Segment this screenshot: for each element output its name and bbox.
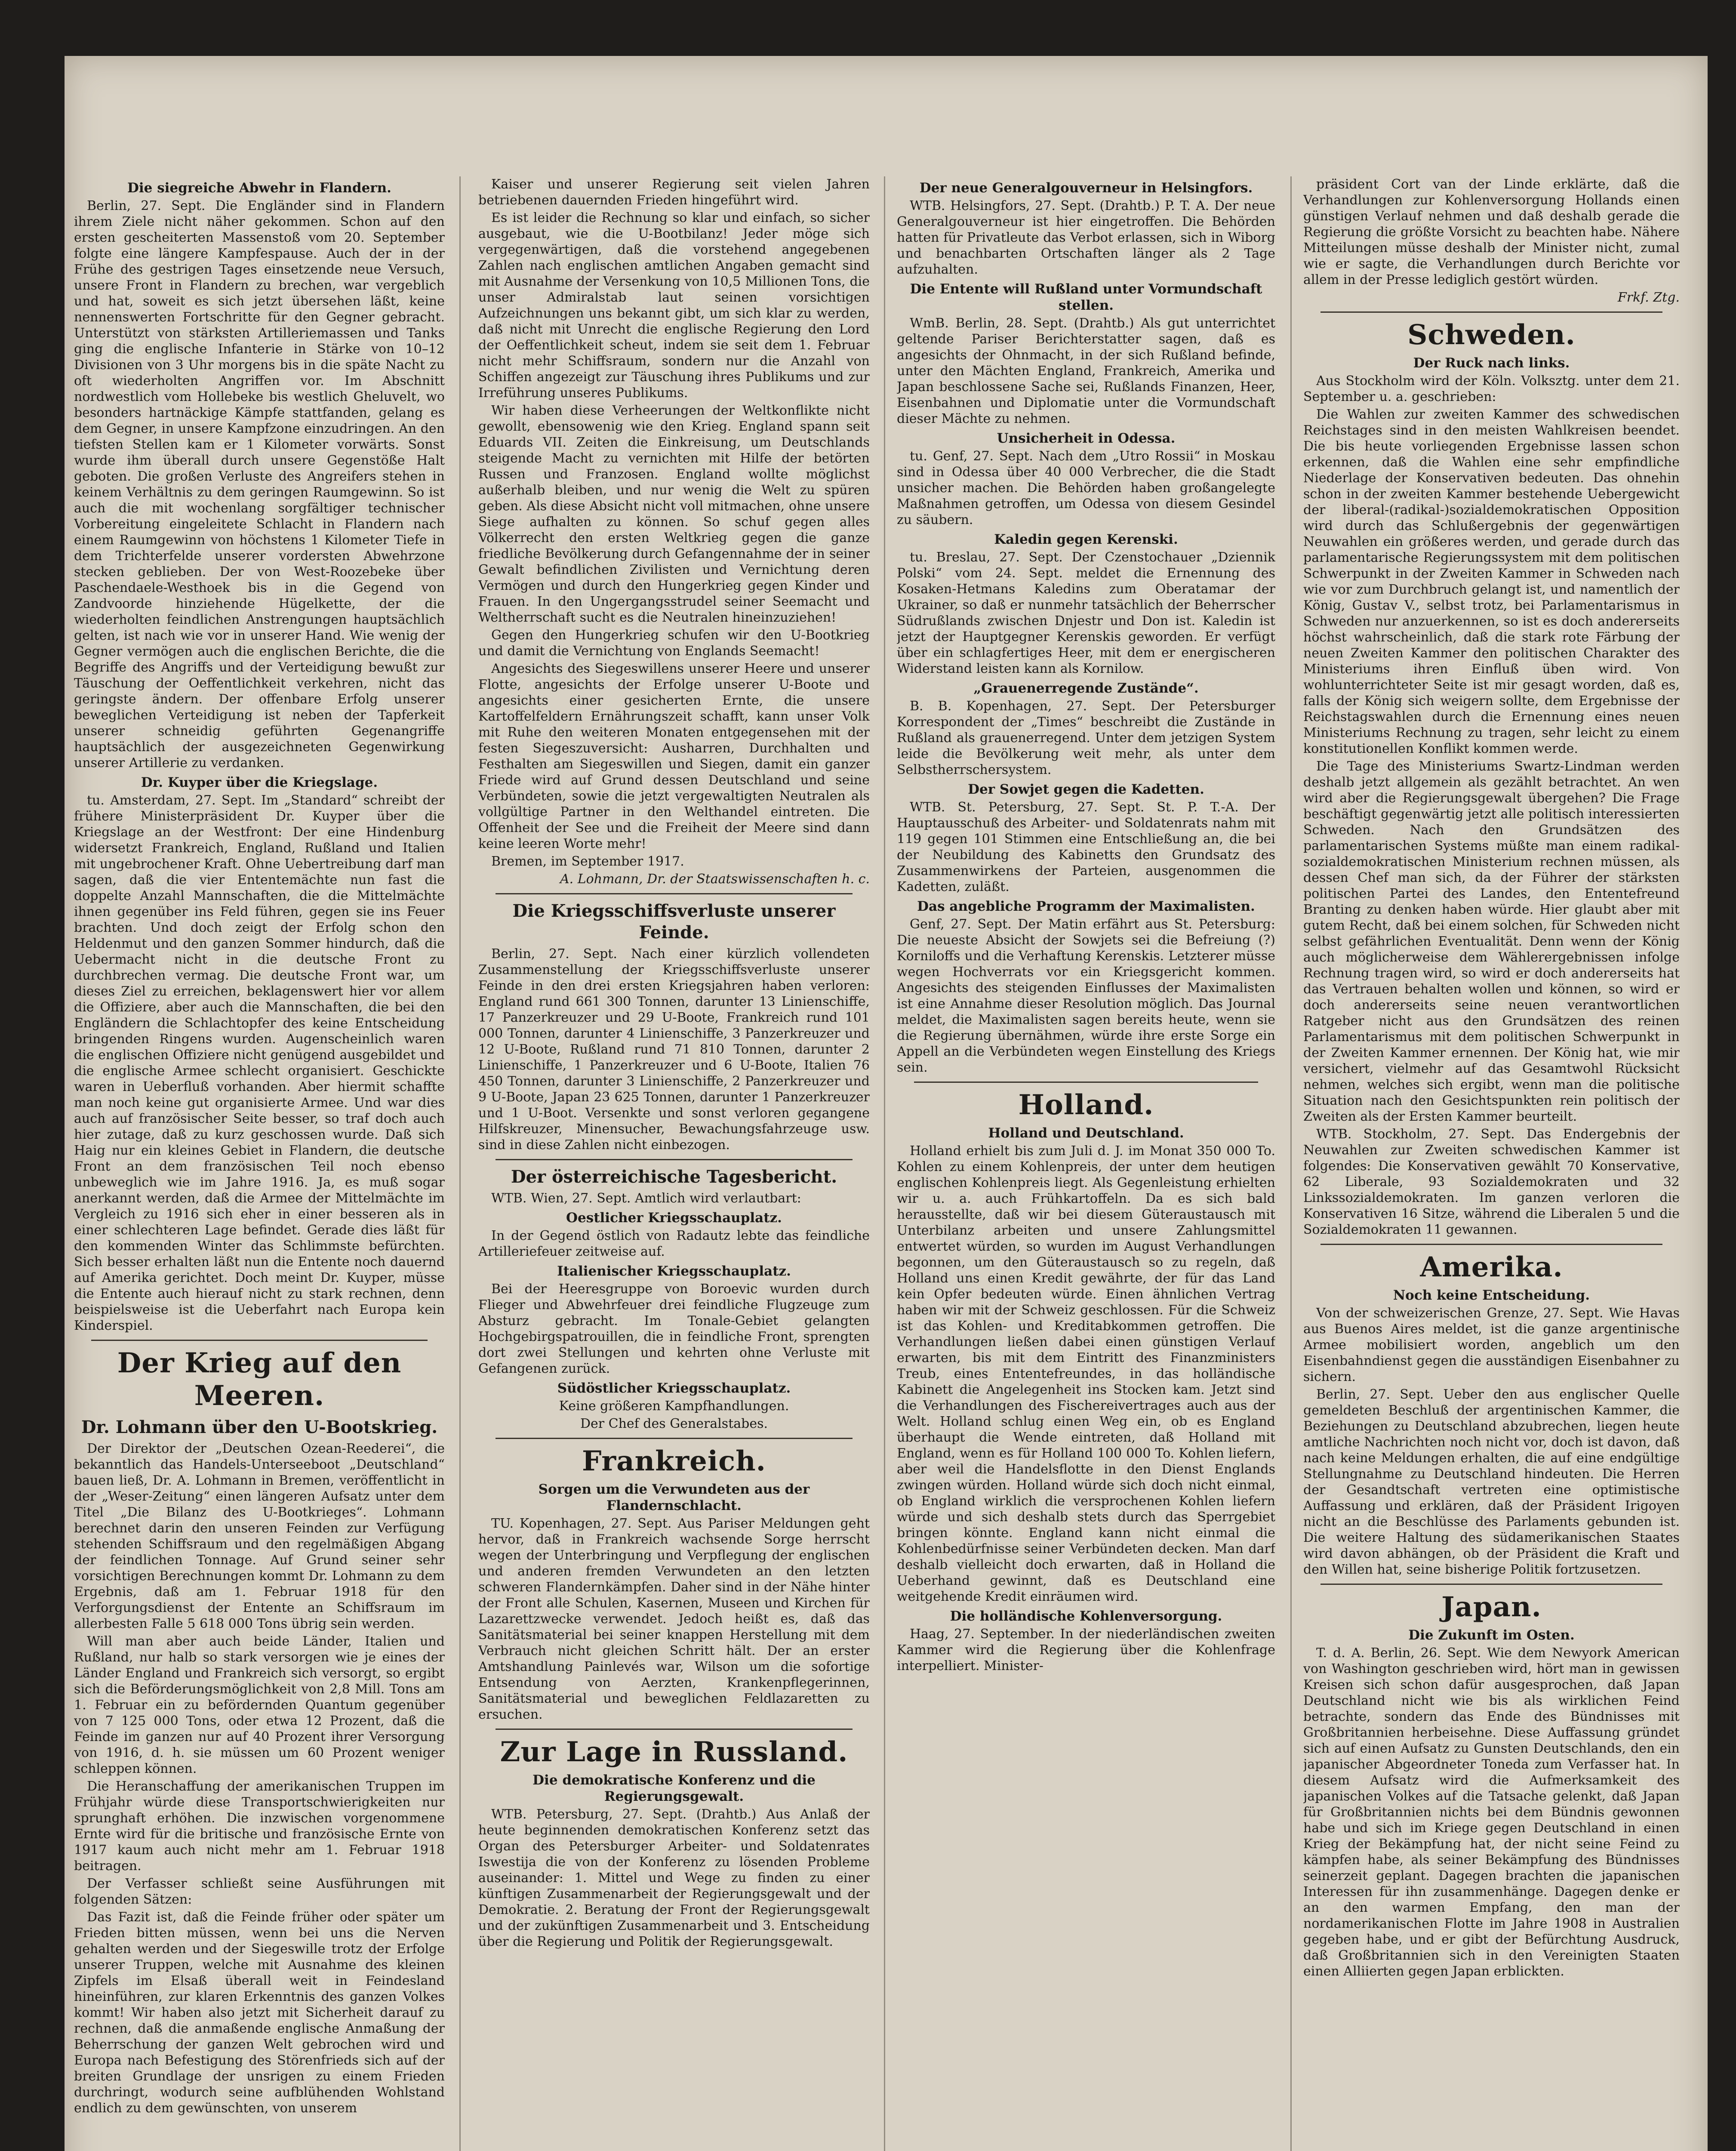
section-headline: Zur Lage in Russland. [500,1736,848,1768]
paragraph: WTB. Stockholm, 27. Sept. Das Endergebnis der Neuwahlen zur Zweiten schwedischen Kammer ist folgendes: Die Konservativen gewählt 70 Konservative, 62 Liberale, 93 Sozialdemokraten und 32 Linkssozialdemokraten. Im ganzen verloren die Konservativen 16 Sitze, während die Liberalen 5 und die Sozialdemokraten 11 gewannen. [1303,1127,1680,1237]
paragraph: Von der schweizerischen Grenze, 27. Sept. Wie Havas aus Buenos Aires meldet, ist die ganze argentinische Armee mobilisiert worden, angeblich um den Eisenbahndienst gegen die ausständigen Eisenbahner zu sichern. [1303,1306,1680,1384]
section-divider [496,893,853,894]
section-divider [496,1159,853,1160]
paragraph: Holland erhielt bis zum Juli d. J. im Monat 350 000 To. Kohlen zu einem Kohlenpreis, der unter dem heutigen englischen Kohlenpreis liegt. Als Gegenleistung erhielten wir u. a. auch Frühkartoffeln. Da es sich bald herausstellte, daß wir bei diesem Güteraustausch mit Unterbilanz arbeiten und unsere Zahlungsmittel entwertet würden, so wurden im August Verhandlungen begonnen, um den Güteraustausch so zu regeln, daß Holland uns einen Kredit gewährte, der für das Land kein Opfer bedeuten würde. Einen ähnlichen Vertrag haben wir mit der Schweiz geschlossen. Für die Schweiz ist das Kohlen- und Kreditabkommen getroffen. Die Verhandlungen ließen dabei einen günstigen Verlauf erwarten, bis mit dem Eintritt des Finanzministers Treub, eines Ententefreundes, in das holländische Kabinett die Angelegenheit ins Stocken kam. Jetzt sind die Verhandlungen des Fischereivertrages auch aus der Welt. Holland schlug einen Weg ein, ob es England überhaupt die Wende eintreten, daß Holland mit England, wenn es für Holland 100 000 To. Kohlen liefern, aber weil die Handelsflotte in den Dienst Englands zwingen würden. Holland würde sich doch nicht einmal, ob England wirklich die versprochenen Kohlen liefern würde und sich deshalb stets durch das Sperrgebiet bringen könnte. England kann nicht einmal die Kohlenbedürfnisse seiner Verbündeten decken. Man darf deshalb vielleicht doch erwarten, daß in Holland die Ueberhand gewinnt, daß es Deutschland eine weitgehende Kredit einräumen wird. [897,1143,1275,1604]
paragraph: Bremen, im September 1917. [491,854,684,869]
paragraph: Keine größeren Kampfhandlungen. [559,1399,789,1414]
subheadline: Noch keine Entscheidung. [1393,1288,1590,1303]
newspaper-page [65,56,1708,2151]
subheadline: Sorgen um die Verwundeten aus der Flandernschlacht. [538,1482,810,1513]
section-divider [496,1729,853,1730]
paragraph: WmB. Berlin, 28. Sept. (Drahtb.) Als gut unterrichtet geltende Pariser Berichterstatter sagen, daß es angesichts der Ohnmacht, in der sich Rußland befinde, unter den Mächten England, Frankreich, Amerika und Japan beschlossene Sache sei, Rußlands Finanzen, Heer, Eisenbahnen und Diplomatie unter die Vormundschaft dieser Mächte zu nehmen. [897,316,1275,426]
headline: Dr. Lohmann über den U-Bootskrieg. [81,1417,438,1437]
headline: Kaledin gegen Kerenski. [994,532,1178,547]
headline: Unsicherheit in Odessa. [997,431,1176,446]
section-headline: Amerika. [1420,1251,1563,1283]
section-divider [1320,311,1662,313]
section-headline: Holland. [1018,1089,1154,1121]
paragraph: Berlin, 27. Sept. Nach einer kürzlich vollendeten Zusammenstellung der Kriegsschiffsverluste unserer Feinde in den drei ersten Kriegsjahren haben verloren: England rund 661 300 Tonnen, darunter 13 Linienschiffe, 17 Panzerkreuzer und 29 U-Boote, Frankreich rund 101 000 Tonnen, darunter 4 Linienschiffe, 3 Panzerkreuzer und 12 U-Boote, Rußland rund 71 810 Tonnen, darunter 2 Linienschiffe, 1 Panzerkreuzer und 6 U-Boote, Italien 76 450 Tonnen, darunter 3 Linienschiffe, 2 Panzerkreuzer und 9 U-Boote, Japan 23 625 Tonnen, darunter 1 Panzerkreuzer und 1 U-Boot. Versenkte und sonst verloren gegangene Hilfskreuzer, Minensucher, Bewachungsfahrzeuge usw. sind in diese Zahlen nicht einbezogen. [478,946,870,1153]
column-rule [884,176,885,2151]
section-headline: Schweden. [1407,319,1576,351]
section-headline: Frankreich. [582,1445,766,1477]
column-rule [1290,176,1292,2151]
column-rule [459,176,461,2151]
headline: Die Entente will Rußland unter Vormundschaft stellen. [910,281,1262,313]
section-divider [91,1340,428,1341]
column-1 [74,176,445,2151]
subheadline: Holland und Deutschland. [988,1125,1184,1141]
paragraph: Genf, 27. Sept. Der Matin erfährt aus St. Petersburg: Die neueste Absicht der Sowjets sei die Befreiung (?) Korniloffs und die Verhaftung Kerenskis. Letzterer müsse wegen Hochverrats vor ein Kriegsgericht kommen. Angesichts des steigenden Einflusses der Maximalisten ist eine Annahme dieser Resolution möglich. Das Journal meldet, die Maximalisten sagen bereits heute, wenn sie die Regierung übernähmen, würde ihre erste Sorge ein Appell an die Verbündeten wegen Einstellung des Kriegs sein. [897,917,1275,1075]
paragraph: WTB. St. Petersburg, 27. Sept. St. P. T.-A. Der Hauptausschuß des Arbeiter- und Soldatenrats nahm mit 119 gegen 101 Stimmen eine Entschließung an, die bei der Neubildung des Kabinetts den Grundsatz des Zusammenwirkens der Parteien, ausgenommen die Kadetten, zuläßt. [897,800,1275,894]
paragraph: WTB. Helsingfors, 27. Sept. (Drahtb.) P. T. A. Der neue Generalgouverneur ist hier eingetroffen. Die Behörden hatten für Privatleute das Verbot erlassen, sich in Wiborg und benachbarten Ortschaften länger als 2 Tage aufzuhalten. [897,198,1275,277]
subheadline: Der Ruck nach links. [1413,355,1570,371]
column-4 [1303,176,1680,2151]
paragraph: Das Fazit ist, daß die Feinde früher oder später um Frieden bitten müssen, wenn bei uns die Nerven gehalten werden und der Siegeswille trotz der Erfolge unserer Truppen, welche mit Ausnahme des kleinen Zipfels im Elsaß überall weit in Feindesland hineinführen, zur klaren Erkenntnis des ganzen Volkes kommt! Wir haben also jetzt mit Sicherheit darauf zu rechnen, daß die anmaßende englische Anmaßung der Beherrschung der ganzen Welt gebrochen wird und Europa nach Befestigung des Störenfrieds sich auf der breiten Grundlage der unsrigen zu einem Frieden durchringt, wodurch seine aufblühenden Wohlstand endlich zu dem gewünschten, von unserem [74,1910,445,2116]
headline: Dr. Kuyper über die Kriegslage. [141,775,378,790]
paragraph: Angesichts des Siegeswillens unserer Heere und unserer Flotte, angesichts der Erfolge unserer U-Boote und angesichts einer gesicherten Ernte, die unsere Kartoffelfeldern Ernährungszeit schafft, kann unser Volk mit Ruhe den weiteren Monaten entgegensehen mit der festen Siegeszuversicht: Ausharren, Durchhalten und Festhalten am Siegeswillen und Siegen, damit ein ganzer Friede wird auf Grund dessen Deutschland und seine Verbündeten, sowie die jetzt vergewaltigten Neutralen als vollgültige Partner in den Welthandel eintreten. Die Offenheit der See und die Freiheit der Meere sind dann keine leeren Worte mehr! [478,661,870,851]
subheadline: Südöstlicher Kriegsschauplatz. [557,1381,791,1396]
section-divider [496,1438,853,1439]
column-2 [478,176,870,2151]
signature: A. Lohmann, Dr. der Staatswissenschaften h. c. [560,872,870,887]
paragraph: Die Heranschaffung der amerikanischen Truppen im Frühjahr würde diese Transportschwierigkeiten nur sprunghaft erhöhen. Die inzwischen vorgenommene Ernte wird für die britische und französische Ernte von 1917 kaum auch nicht mehr am 1. Februar 1918 beitragen. [74,1779,445,1874]
paragraph: Wir haben diese Verheerungen der Weltkonflikte nicht gewollt, ebensowenig wie den Krieg. England spann seit Eduards VII. Zeiten die Einkreisung, um Deutschlands steigende Macht zu vernichten mit Hilfe der betörten Russen und Franzosen. England wollte möglichst außerhalb bleiben, und nur wenig die Welt zu spüren geben. Als diese Absicht nicht voll mitmachen, ohne unsere Siege aufhalten zu können. So schuf gegen alles Völkerrecht den ersten Weltkrieg gegen die ganze friedliche Bevölkerung durch Gefangennahme der in seiner Gewalt befindlichen Zivilisten und Vernichtung deren Vermögen und durch den Hungerkrieg gegen Kinder und Frauen. In den Ungergangsstrudel seiner Seemacht und Weltherrschaft sucht es die Neutralen hineinzuziehen! [478,403,870,625]
section-divider [1320,1244,1662,1245]
headline: „Grauenerregende Zustände“. [973,681,1199,696]
headline: Der österreichische Tagesbericht. [511,1167,837,1187]
paragraph: WTB. Petersburg, 27. Sept. (Drahtb.) Aus Anlaß der heute beginnenden demokratischen Konferenz setzt das Organ des Petersburger Arbeiter- und Soldatenrates Iswestija die von der Konferenz zu lösenden Probleme auseinander: 1. Mittel und Wege zu finden zu einer künftigen Zusammenarbeit der Regierungsgewalt und der Demokratie. 2. Beratung der Front der Regierungsgewalt und der zukünftigen Zusammenarbeit und 3. Entscheidung über die Regierung und Politik der Regierungsgewalt. [478,1807,870,1949]
paragraph: präsident Cort van der Linde erklärte, daß die Verhandlungen zur Kohlenversorgung Hollands einen günstigen Verlauf nehmen und daß deshalb gerade die Regierung die größte Vorsicht zu beachten habe. Nähere Mitteilungen müsse deshalb der Minister nicht, zumal wie er sagte, die Verhandlungen durch Berichte vor allem in der Presse lediglich gestört würden. [1303,177,1680,287]
subheadline: Oestlicher Kriegsschauplatz. [566,1210,782,1226]
paragraph: TU. Kopenhagen, 27. Sept. Aus Pariser Meldungen geht hervor, daß in Frankreich wachsende Sorge herrscht wegen der Unterbringung und Verpflegung der englischen und anderen fremden Verwundeten an den letzten schweren Flandernkämpfen. Daher sind in der Nähe hinter der Front alle Schulen, Kasernen, Museen und Kirchen für Lazarettzwecke verwendet. Jedoch heißt es, daß das Sanitätsmaterial bei seiner knappen Herstellung mit dem Verbrauch nicht gleichen Schritt hält. Der an erster Amtshandlung Painlevés war, Wilson um die sofortige Entsendung von Aerzten, Krankenpflegerinnen, Sanitätsmaterial und beweglichen Feldlazaretten zu ersuchen. [478,1516,870,1722]
paragraph: tu. Genf, 27. Sept. Nach dem „Utro Rossii“ in Moskau sind in Odessa über 40 000 Verbrecher, die die Stadt unsicher machen. Die Behörden haben großangelegte Maßnahmen getroffen, um Odessa von diesem Gesindel zu säubern. [897,449,1275,527]
paragraph: tu. Amsterdam, 27. Sept. Im „Standard“ schreibt der frühere Ministerpräsident Dr. Kuyper über die Kriegslage an der Westfront: Der eine Hindenburg widersetzt Frankreich, England, Rußland und Italien mit ungebrochener Kraft. Ohne Uebertreibung darf man sagen, daß die vier Ententemächte nun fast die doppelte Anzahl Mannschaften, die die Mittelmächte ihnen gegenüber ins Feld führen, gegen sie ins Feuer brachten. Und doch zeigt der Erfolg schon den Heldenmut und den ganzen Sommer hindurch, daß die Uebermacht nicht in die deutsche Front zu durchbrechen vermag. Die deutsche Front war, um dieses Ziel zu erreichen, beklagenswert hier vor allem die Offiziere, aber auch die Mannschaften, die bei den Engländern die Schlachtopfer des keine Entscheidung bringenden Ringens wurden. Augenscheinlich waren die englischen Offiziere nicht genügend ausgebildet und die englische Armee schlecht organisiert. Geschickte waren in Ueberfluß vorhanden. Aber hiermit schaffte man noch keine gut organisierte Armee. Und war dies auch auf französischer Seite besser, so traf doch auch hier zutage, daß zu kurz geschossen wurde. Daß sich Haig nur ein kleines Gebiet in Flandern, die deutsche Front an dem französischen Teil noch ebenso unbeweglich wie im Jahre 1916. Ja, es muß sogar anerkannt werden, daß die Armee der Mittelmächte im Vergleich zu 1916 sich eher in einer besseren als in einer schlechteren Lage befindet. Gerade dies läßt für den kommenden Winter das Schlimmste befürchten. Sich besser erhalten läßt nun die Entente noch dauernd auf Amerika gerichtet. Doch meint Dr. Kuyper, müsse die Entente auch hierauf nicht zu stark rechnen, denn beispielsweise ist die Ueberfahrt nach Europa kein Kinderspiel. [74,793,445,1333]
headline: Die siegreiche Abwehr in Flandern. [127,180,391,196]
headline: Das angebliche Programm der Maximalisten. [917,899,1255,914]
column-3 [897,176,1275,2151]
paragraph: Berlin, 27. Sept. Die Engländer sind in Flandern ihrem Ziele nicht näher gekommen. Schon auf den ersten gescheiterten Massenstoß vom 20. September folgte eine längere Kampfespause. Auch der in der Frühe des gestrigen Tages einsetzende neue Versuch, unsere Front in Flandern zu brechen, war vergeblich und hat, soweit es sich jetzt übersehen läßt, keine nennenswerten Fortschritte für den Gegner gebracht. Unterstützt von stärksten Artilleriemassen und Tanks ging die englische Infanterie in Stärke von 10–12 Divisionen von 3 Uhr morgens bis in die späte Nacht zu oft wiederholten Angriffen vor. Im Abschnitt nordwestlich vom Hollebeke bis westlich Gheluvelt, wo besonders hartnäckige Kämpfe stattfanden, gelang es dem Gegner, in unsere Kampfzone einzudringen. An den tiefsten Stellen kam er 1 Kilometer vorwärts. Sonst wurde ihm überall durch unsere Gegenstöße Halt geboten. Die großen Verluste des Angreifers stehen in keinem Verhältnis zu dem geringen Raumgewinn. So ist auch die mit wochenlang sorgfältiger technischer Vorbereitung eingeleitete Schlacht in Flandern nach einem Raumgewinn von höchstens 1 Kilometer Tiefe in dem Trichterfelde unserer vordersten Abwehrzone stecken geblieben. Der von West-Roozebeke über Paschendaele-Westhoek bis in die Gegend von Zandvoorde hinziehende Hügelkette, der die wiederholten feindlichen Anstrengungen hauptsächlich gelten, ist nach wie vor in unserer Hand. Wie wenig der Gegner vermögen auch die englischen Berichte, die die Begriffe des Angriffs und der Verteidigung bewußt zur Täuschung der Oeffentlichkeit verkehren, nicht das geringste ändern. Der offenbare Erfolg unserer beweglichen Verteidigung ist neben der Tapferkeit unserer schneidig geführten Gegenangriffe hauptsächlich der ausgezeichneten Gegenwirkung unserer Artillerie zu verdanken. [74,198,445,770]
subheadline: Italienischer Kriegsschauplatz. [557,1263,791,1279]
headline: Die holländische Kohlenversorgung. [950,1609,1222,1624]
paragraph: Kaiser und unserer Regierung seit vielen Jahren betriebenen dauernden Frieden hingeführt wird. [478,177,870,208]
paragraph: B. B. Kopenhagen, 27. Sept. Der Petersburger Korrespondent der „Times“ beschreibt die Zustände in Rußland als grauenerregend. Unter dem jetzigen System leide die Bevölkerung weit mehr, als unter dem Selbstherrschersystem. [897,699,1275,777]
paragraph: Aus Stockholm wird der Köln. Volksztg. unter dem 21. September u. a. geschrieben: [1303,373,1680,404]
section-divider [1320,1584,1662,1585]
paragraph: Der Verfasser schließt seine Ausführungen mit folgenden Sätzen: [74,1876,445,1907]
paragraph: WTB. Wien, 27. Sept. Amtlich wird verlautbart: [491,1191,801,1206]
headline: Die Kriegsschiffsverluste unserer Feinde. [512,901,836,943]
paragraph: Der Direktor der „Deutschen Ozean-Reederei“, die bekanntlich das Handels-Unterseeboot „Deutschland“ bauen ließ, Dr. A. Lohmann in Bremen, veröffentlicht in der „Weser-Zeitung“ einen längeren Aufsatz unter dem Titel „Die Bilanz des U-Bootkrieges“. Lohmann berechnet darin den unseren Feinden zur Verfügung stehenden Schiffsraum und den regelmäßigen Abgang der feindlichen Tonnage. Auf Grund seiner sehr vorsichtigen Berechnungen kommt Dr. Lohmann zu dem Ergebnis, daß am 1. Februar 1918 für den Verforgungsdienst der Entente an Schiffsraum im allerbesten Falle 5 618 000 Tons übrig sein werden. [74,1441,445,1631]
signature: Der Chef des Generalstabes. [580,1416,768,1431]
paragraph: In der Gegend östlich von Radautz lebte das feindliche Artilleriefeuer zeitweise auf. [478,1228,870,1259]
subheadline: Die demokratische Konferenz und die Regierungsgewalt. [532,1772,816,1804]
paragraph: Bei der Heeresgruppe von Boroevic wurden durch Flieger und Abwehrfeuer drei feindliche Flugzeuge zum Absturz gebracht. Im Tonale-Gebiet gelangten Hochgebirgspatrouillen, die in feindliche Front, sprengten dort zwei Stellungen und kehrten ohne Verluste mit Gefangenen zurück. [478,1282,870,1376]
paragraph: Gegen den Hungerkrieg schufen wir den U-Bootkrieg und damit die Vernichtung von Englands Seemacht! [478,628,870,659]
signature: Frkf. Ztg. [1617,290,1680,305]
headline: Der neue Generalgouverneur in Helsingfors. [919,180,1253,196]
section-headline: Japan. [1441,1591,1542,1623]
section-divider [914,1082,1258,1083]
paragraph: tu. Breslau, 27. Sept. Der Czenstochauer „Dziennik Polski“ vom 24. Sept. meldet die Ernennung des Kosaken-Hetmans Kaledins zum Oberatamar der Ukrainer, so daß er nunmehr tatsächlich der Beherrscher Südrußlands zwischen Dnjestr und Don ist. Kaledin ist jetzt der Hauptgegner Kerenskis geworden. Er verfügt über ein schlagfertiges Heer, mit dem er energischeren Widerstand leisten kann als Kornilow. [897,550,1275,676]
subheadline: Die Zukunft im Osten. [1408,1627,1575,1643]
headline: Der Sowjet gegen die Kadetten. [968,782,1204,797]
paragraph: Es ist leider die Rechnung so klar und einfach, so sicher ausgebaut, wie die U-Bootbilanz! Jeder möge sich vergegenwärtigen, daß die vorstehend angegebenen Zahlen nach englischen amtlichen Angaben gemacht sind mit Ausnahme der Versenkung von 10,5 Millionen Tons, die unser Admiralstab laut seinen vorsichtigen Aufzeichnungen uns bekannt gibt, um sich klar zu werden, daß nicht mit Unrecht die englische Regierung den Lord der Oeffentlichkeit scheut, indem sie seit dem 1. Februar nicht mehr Schiffsraum, sondern nur die Anzahl von Schiffen angezeigt zur Täuschung ihres Publikums und zur Irreführung unseres Publikums. [478,210,870,401]
section-headline: Der Krieg auf den Meeren. [117,1347,402,1412]
paragraph: Haag, 27. September. In der niederländischen zweiten Kammer wird die Regierung über die Kohlenfrage interpelliert. Minister- [897,1627,1275,1673]
paragraph: Die Wahlen zur zweiten Kammer des schwedischen Reichstages sind in den meisten Wahlkreisen beendet. Die bis heute vorliegenden Ergebnisse lassen schon erkennen, daß die Wahlen eine sehr empfindliche Niederlage der Konservativen bedeuten. Das ohnehin schon in der zweiten Kammer bestehende Uebergewicht der liberal-(radikal-)sozialdemokratischen Opposition wird durch das Schlußergebnis der gegenwärtigen Neuwahlen ein größeres werden, und gerade durch das parlamentarische Regierungssystem mit dem politischen Schwerpunkt in der Zweiten Kammer in Schweden nach wie vor zum Durchbruch gelangt ist, und namentlich der König, Gustav V., selbst trotz, bei Parlamentarismus in Schweden nur anzuerkennen, so ist es doch andererseits höchst wahrscheinlich, daß die stark rote Färbung der neuen Zweiten Kammer den politischen Charakter des Ministeriums ihren Einfluß üben wird. Von wohlunterrichteter Seite ist mir gesagt worden, daß es, falls der König sich weigern sollte, dem Ergebnisse der Reichstagswahlen durch die Ernennung eines neuen Ministeriums Rechnung zu tragen, sehr leicht zu einem konstitutionellen Konflikt kommen werde. [1303,407,1680,756]
paragraph: T. d. A. Berlin, 26. Sept. Wie dem Newyork American von Washington geschrieben wird, hört man in gewissen Kreisen sich schon dafür ausgesprochen, daß Japan Deutschland nicht wie bis als wirklichen Feind betrachte, sondern das Ende des Bündnisses mit Großbritannien herbeisehne. Diese Auffassung gründet sich auf einen Aufsatz zu Gunsten Deutschlands, den ein japanischer Abgeordneter Toneda zum Verfasser hat. In diesem Aufsatz wird die Aufmerksamkeit des japanischen Volkes auf die Tatsache gelenkt, daß Japan für Großbritannien nichts bei dem Bündnis gewonnen habe und sich im Kriege gegen Deutschland in einen Krieg der Bekämpfung hat, der nicht seine Feind zu kämpfen habe, als seiner Bekämpfung des Bündnisses seinerzeit geplant. Dagegen brachten die japanischen Interessen für ihn zusammenhänge. Dagegen denke er an den warmen Empfang, den man der nordamerikanischen Flotte im Jahre 1908 in Australien gegeben habe, und er gibt der Befürchtung Ausdruck, daß Großbritannien sich in den Vereinigten Staaten einen Alliierten gegen Japan erblickten. [1303,1646,1680,1979]
paragraph: Will man aber auch beide Länder, Italien und Rußland, nur halb so stark versorgen wie je eines der Länder England und Frankreich sich versorgt, so ergibt sich die Beförderungsmöglichkeit von 2,8 Mill. Tons am 1. Februar ein zu befördernden Quantum gegenüber von 7 125 000 Tons, oder etwa 12 Prozent, daß die Feinde im ganzen nur auf 40 Prozent ihrer Versorgung von 1916, d. h. sie müssen um 60 Prozent weniger schleppen können. [74,1634,445,1776]
paragraph: Die Tage des Ministeriums Swartz-Lindman werden deshalb jetzt allgemein als gezählt betrachtet. An wen wird aber die Regierungsgewalt übergehen? Die Frage beschäftigt gegenwärtig jetzt alle politisch interessierten Schweden. Nach den Grundsätzen des parlamentarischen Systems müßte man einem radikal-sozialdemokratischen Ministerium rechnen müssen, als dessen Chef man sich, da der Führer der stärksten politischen Partei des Landes, den Ententefreund Branting zu denken haben würde. Hier glaubt aber mit gutem Recht, daß bei einem solchen, für Schweden nicht selbst gefährlichen Eventualität. Denn wenn der König auch möglicherweise dem Wählerergebnissen infolge Rechnung tragen wird, so wird er doch andererseits hat das Vertrauen behalten wollen und können, so wird er doch andererseits seine neuen verantwortlichen Ratgeber nicht aus den Grundsätzen des reinen Parlamentarismus mit dem politischen Schwerpunkt in der Zweiten Kammer ernennen. Der König hat, wie mir versichert, vielmehr auf das Gesamtwohl Rücksicht nehmen, welches sich ergibt, wenn man die politische Situation nach den Gesichtspunkten rein politisch der Zweiten als der Ersten Kammer beurteilt. [1303,759,1680,1124]
paragraph: Berlin, 27. Sept. Ueber den aus englischer Quelle gemeldeten Beschluß der argentinischen Kammer, die Beziehungen zu Deutschland abzubrechen, liegen heute amtliche Nachrichten noch nicht vor, doch ist davon, daß nach keine Meldungen erhalten, die auf eine endgültige Stellungnahme zu Deutschland hindeuten. Die Herren der Gesandtschaft vertreten eine optimistische Auffassung und erklären, daß der Präsident Irigoyen nicht an die Beschlüsse des Parlaments gebunden ist. Die weitere Haltung des südamerikanischen Staates wird davon abhängen, ob der Präsident die Kraft und den Willen hat, seine bisherige Politik fortzusetzen. [1303,1387,1680,1577]
